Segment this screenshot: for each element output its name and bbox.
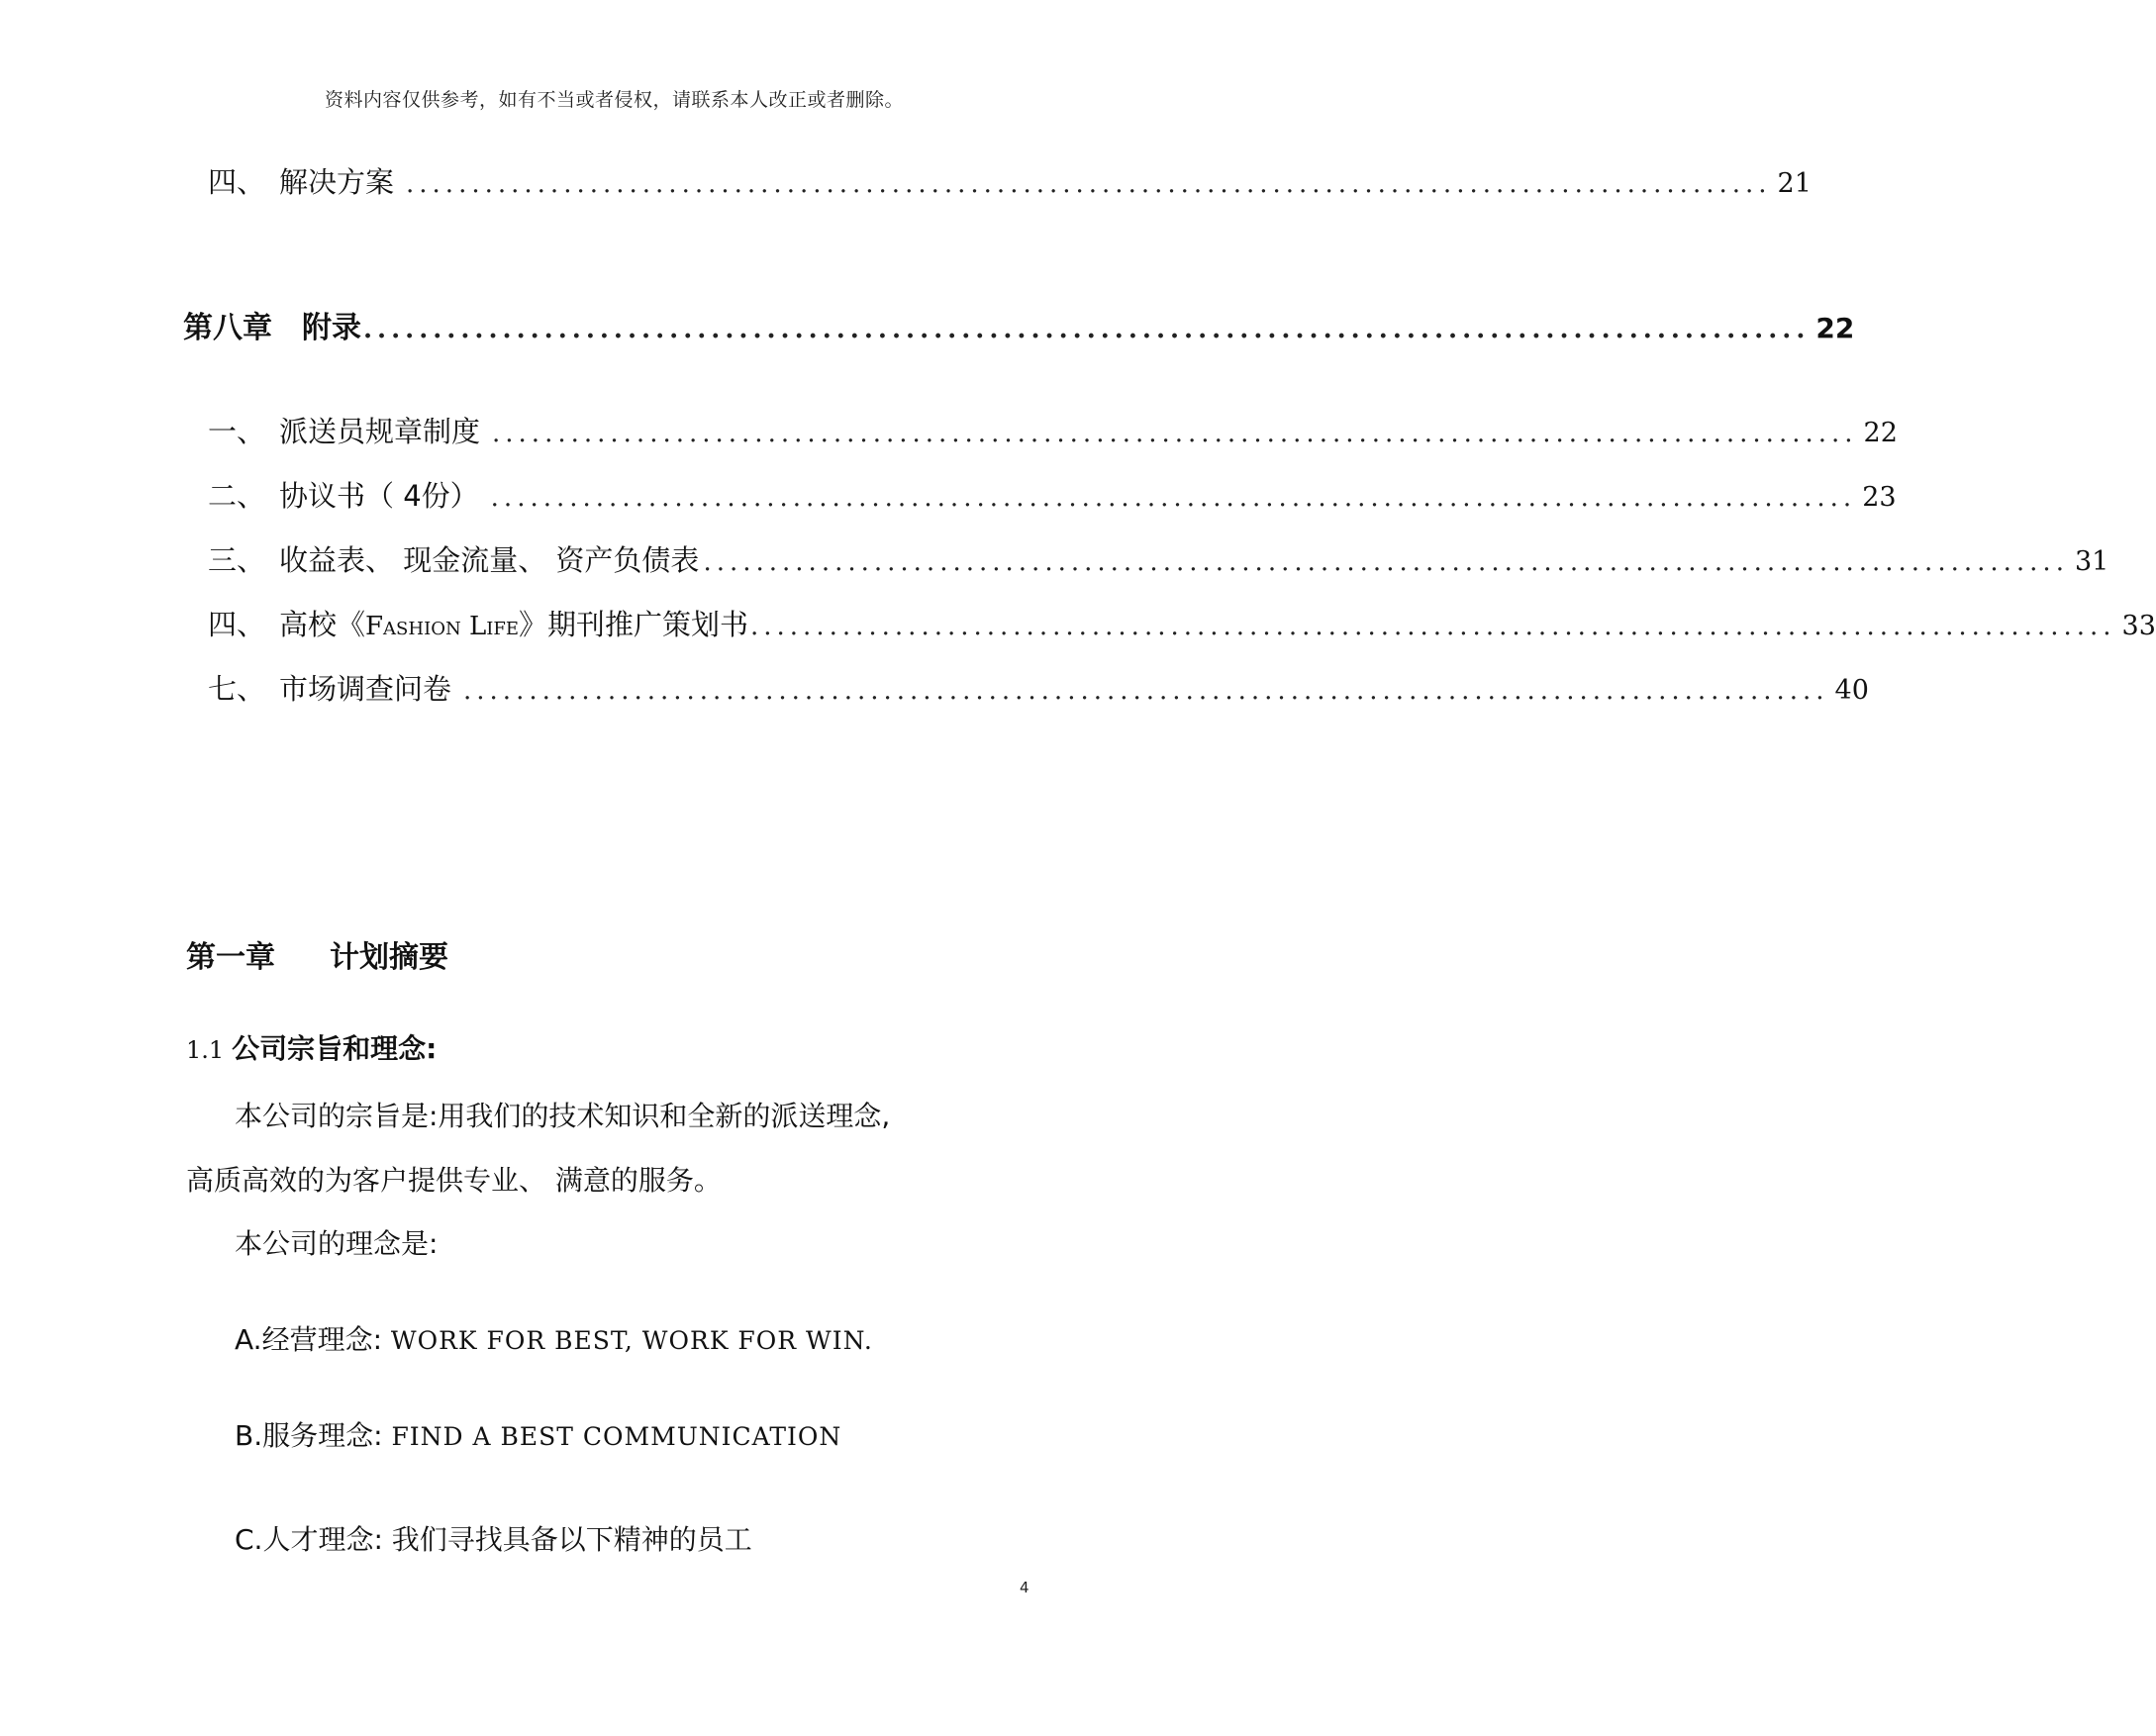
toc-entry-title: 派送员规章制度: [279, 415, 481, 448]
toc-entry-number: 二、: [208, 479, 266, 513]
toc-entry[interactable]: [208, 160, 1812, 200]
section-title: 公司宗旨和理念:: [232, 1032, 438, 1065]
chapter-title: 计划摘要: [330, 940, 448, 975]
toc-entry-page: 33: [2121, 611, 2156, 641]
toc-entry-title: 收益表、 现金流量、 资产负债表: [279, 543, 700, 577]
toc-entry-title: 市场调查问卷: [279, 672, 452, 706]
toc-leader-dots: ........................................................................................................: [490, 483, 1857, 513]
value-text: FIND A BEST COMMUNICATION: [391, 1422, 842, 1451]
toc-chapter-entry[interactable]: [183, 303, 1855, 345]
value-label: C.人才理念:: [235, 1523, 383, 1556]
value-text: 我们寻找具备以下精神的员工: [391, 1523, 752, 1556]
page-number: 4: [1020, 1579, 1029, 1596]
toc-entry-page: 40: [1834, 675, 1869, 706]
chapter-label: 第一章: [186, 940, 275, 975]
toc-entry-page: 21: [1777, 168, 1812, 199]
toc-entry[interactable]: [208, 538, 2109, 578]
toc-leader-dots: ........................................................................................................: [750, 612, 2116, 641]
toc-leader-dots: ........................................................................................................: [492, 419, 1858, 448]
toc-entry-number: 四、: [208, 165, 266, 199]
paragraph: 本公司的理念是:: [235, 1227, 439, 1260]
toc-entry-title: 协议书（ 4份）: [279, 479, 479, 513]
value-item: [235, 1414, 841, 1454]
toc-entry[interactable]: [208, 474, 1897, 514]
value-text: WORK FOR BEST, WORK FOR WIN.: [390, 1326, 873, 1355]
toc-entry-number: 一、: [208, 415, 266, 448]
toc-entry[interactable]: [208, 410, 1898, 449]
toc-title-prefix: 高校《: [279, 608, 366, 641]
value-label: A.经营理念:: [235, 1323, 382, 1356]
toc-leader-dots: ........................................................................................................: [463, 676, 1829, 706]
toc-entry[interactable]: [208, 603, 2156, 642]
header-disclaimer: 资料内容仅供参考，如有不当或者侵权，请联系本人改正或者删除。: [324, 89, 904, 111]
paragraph: 本公司的宗旨是:用我们的技术知识和全新的派送理念,: [235, 1100, 891, 1132]
toc-entry-page: 22: [1815, 312, 1855, 344]
toc-entry-number: 三、: [208, 543, 266, 577]
toc-entry-title: [279, 603, 748, 643]
toc-entry[interactable]: [208, 667, 1869, 707]
section-heading: [186, 1027, 437, 1067]
value-item: [235, 1318, 873, 1358]
toc-leader-dots: ........................................................................................................: [406, 169, 1772, 199]
toc-title-suffix: 》期刊推广策划书: [518, 608, 748, 641]
toc-leader-dots: ........................................................................................................: [363, 315, 1811, 344]
toc-entry-number: 四、: [208, 608, 266, 641]
value-label: B.服务理念:: [235, 1419, 383, 1452]
toc-entry-page: 23: [1862, 482, 1897, 513]
toc-entry-page: 22: [1863, 418, 1898, 448]
toc-entry-number: 七、: [208, 672, 266, 706]
chapter-heading: [186, 932, 448, 976]
toc-entry-title: 第八章 附录: [183, 311, 361, 345]
value-item: [235, 1518, 752, 1558]
section-number: 1.1: [186, 1036, 225, 1064]
toc-entry-page: 31: [2074, 546, 2109, 577]
toc-entry-title: 解决方案: [279, 165, 395, 199]
toc-leader-dots: ........................................................................................................: [703, 547, 2069, 577]
toc-title-smallcaps: Fashion Life: [365, 612, 519, 641]
paragraph: 高质高效的为客户提供专业、 满意的服务。: [186, 1164, 722, 1197]
